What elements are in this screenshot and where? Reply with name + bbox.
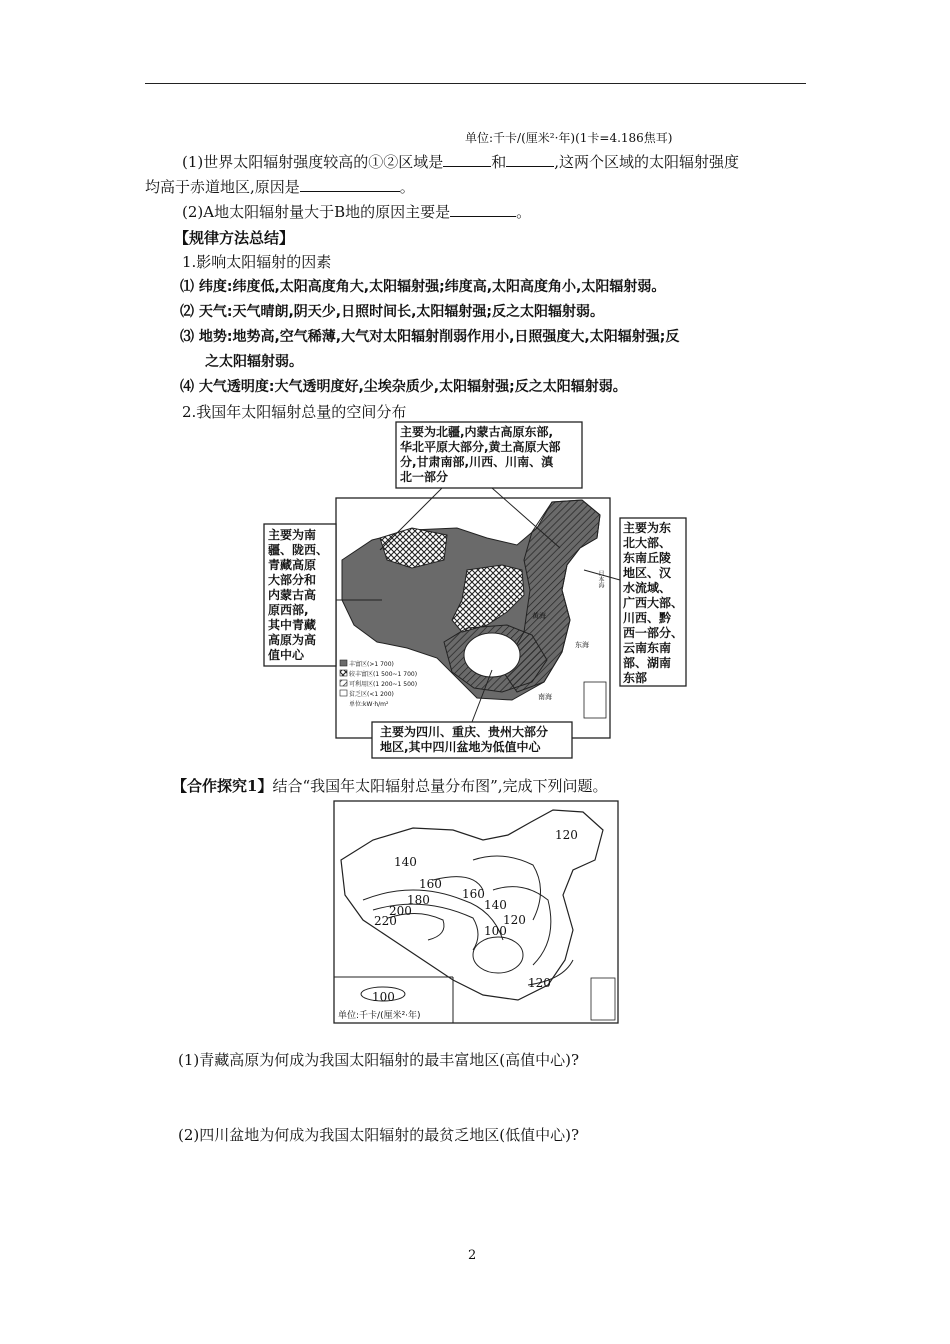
contour-label: 140 [484, 898, 507, 912]
callout-left: 主要为南 疆、陇西、 青藏高原 大部分和 内蒙古高 原西部, 其中青藏 高原为高 值中心 [268, 528, 329, 662]
map2-unit: 单位:千卡/(厘米²·年) [338, 1011, 421, 1021]
callout-top: 主要为北疆,内蒙古高原东部, 华北平原大部分,黄土高原大部 分,甘肃南部,川西、川南、滇 北一部分 [400, 425, 561, 484]
question-2: (2)A地太阳辐射量大于B地的原因主要是 。 [182, 203, 532, 221]
summary-point-2: 2.我国年太阳辐射总量的空间分布 [182, 403, 407, 421]
answer-blank[interactable] [443, 152, 491, 167]
question-basin: (2)四川盆地为何成为我国太阳辐射的最贫乏地区(低值中心)? [178, 1126, 579, 1144]
answer-blank[interactable] [450, 202, 516, 217]
callout-right: 主要为东 北大部、 东南丘陵 地区、汉 水流域、 广西大部、 川西、黔 西一部分、 云南东南 部、湖南 东部 [623, 521, 684, 685]
question-1-line-2: 均高于赤道地区,原因是 。 [145, 178, 415, 196]
sea-label-south: 南海 [538, 693, 552, 701]
contour-label: 160 [462, 887, 485, 901]
page-number: 2 [468, 1248, 477, 1263]
contour-label: 200 [389, 904, 412, 918]
contour-label: 160 [419, 877, 442, 891]
question-plateau: (1)青藏高原为何成为我国太阳辐射的最丰富地区(高值中心)? [178, 1051, 579, 1069]
map1-legend: 丰富区(>1 700) 较丰富区(1 500~1 700) 可利用区(1 200~1 500) 贫乏区(<1 200) 单位:kW·h/m² [349, 661, 418, 708]
factor-transparency: ⑷ 大气透明度:大气透明度好,尘埃杂质少,太阳辐射强;反之太阳辐射弱。 [180, 379, 627, 395]
summary-heading: 【规律方法总结】 [174, 229, 295, 247]
sea-label-japan: 日本海 [597, 570, 604, 588]
sea-label-yellow: 黄海 [532, 612, 546, 620]
contour-label: 120 [503, 913, 526, 927]
contour-label-ne: 120 [555, 828, 578, 842]
unit-note: 单位:千卡/(厘米²·年)(1卡=4.186焦耳) [465, 131, 673, 145]
contour-label: 100 [484, 924, 507, 938]
explore-line: 【合作探究1】结合“我国年太阳辐射总量分布图”,完成下列问题。 [172, 777, 608, 795]
question-1-line-1: (1)世界太阳辐射强度较高的①②区域是 和 ,这两个区域的太阳辐射强度 [182, 153, 740, 171]
factor-terrain-cont: 之太阳辐射弱。 [205, 354, 303, 370]
contour-label: 180 [407, 893, 430, 907]
contour-label: 220 [374, 914, 397, 928]
legend-value: 100 [372, 990, 395, 1004]
contour-label: 120 [528, 976, 551, 990]
answer-blank[interactable] [506, 152, 554, 167]
contour-label: 140 [394, 855, 417, 869]
header-rule [145, 83, 806, 84]
factor-terrain: ⑶ 地势:地势高,空气稀薄,大气对太阳辐射削弱作用小,日照强度大,太阳辐射强;反 [180, 329, 680, 345]
answer-blank[interactable] [300, 177, 400, 192]
factor-weather: ⑵ 天气:天气晴朗,阴天少,日照时间长,太阳辐射强;反之太阳辐射弱。 [180, 304, 605, 320]
callout-bottom: 主要为四川、重庆、贵州大部分 地区,其中四川盆地为低值中心 [380, 725, 549, 754]
summary-point-1: 1.影响太阳辐射的因素 [182, 253, 332, 271]
sea-label-east: 东海 [575, 641, 589, 649]
factor-latitude: ⑴ 纬度:纬度低,太阳高度角大,太阳辐射强;纬度高,太阳高度角小,太阳辐射弱。 [180, 279, 666, 295]
